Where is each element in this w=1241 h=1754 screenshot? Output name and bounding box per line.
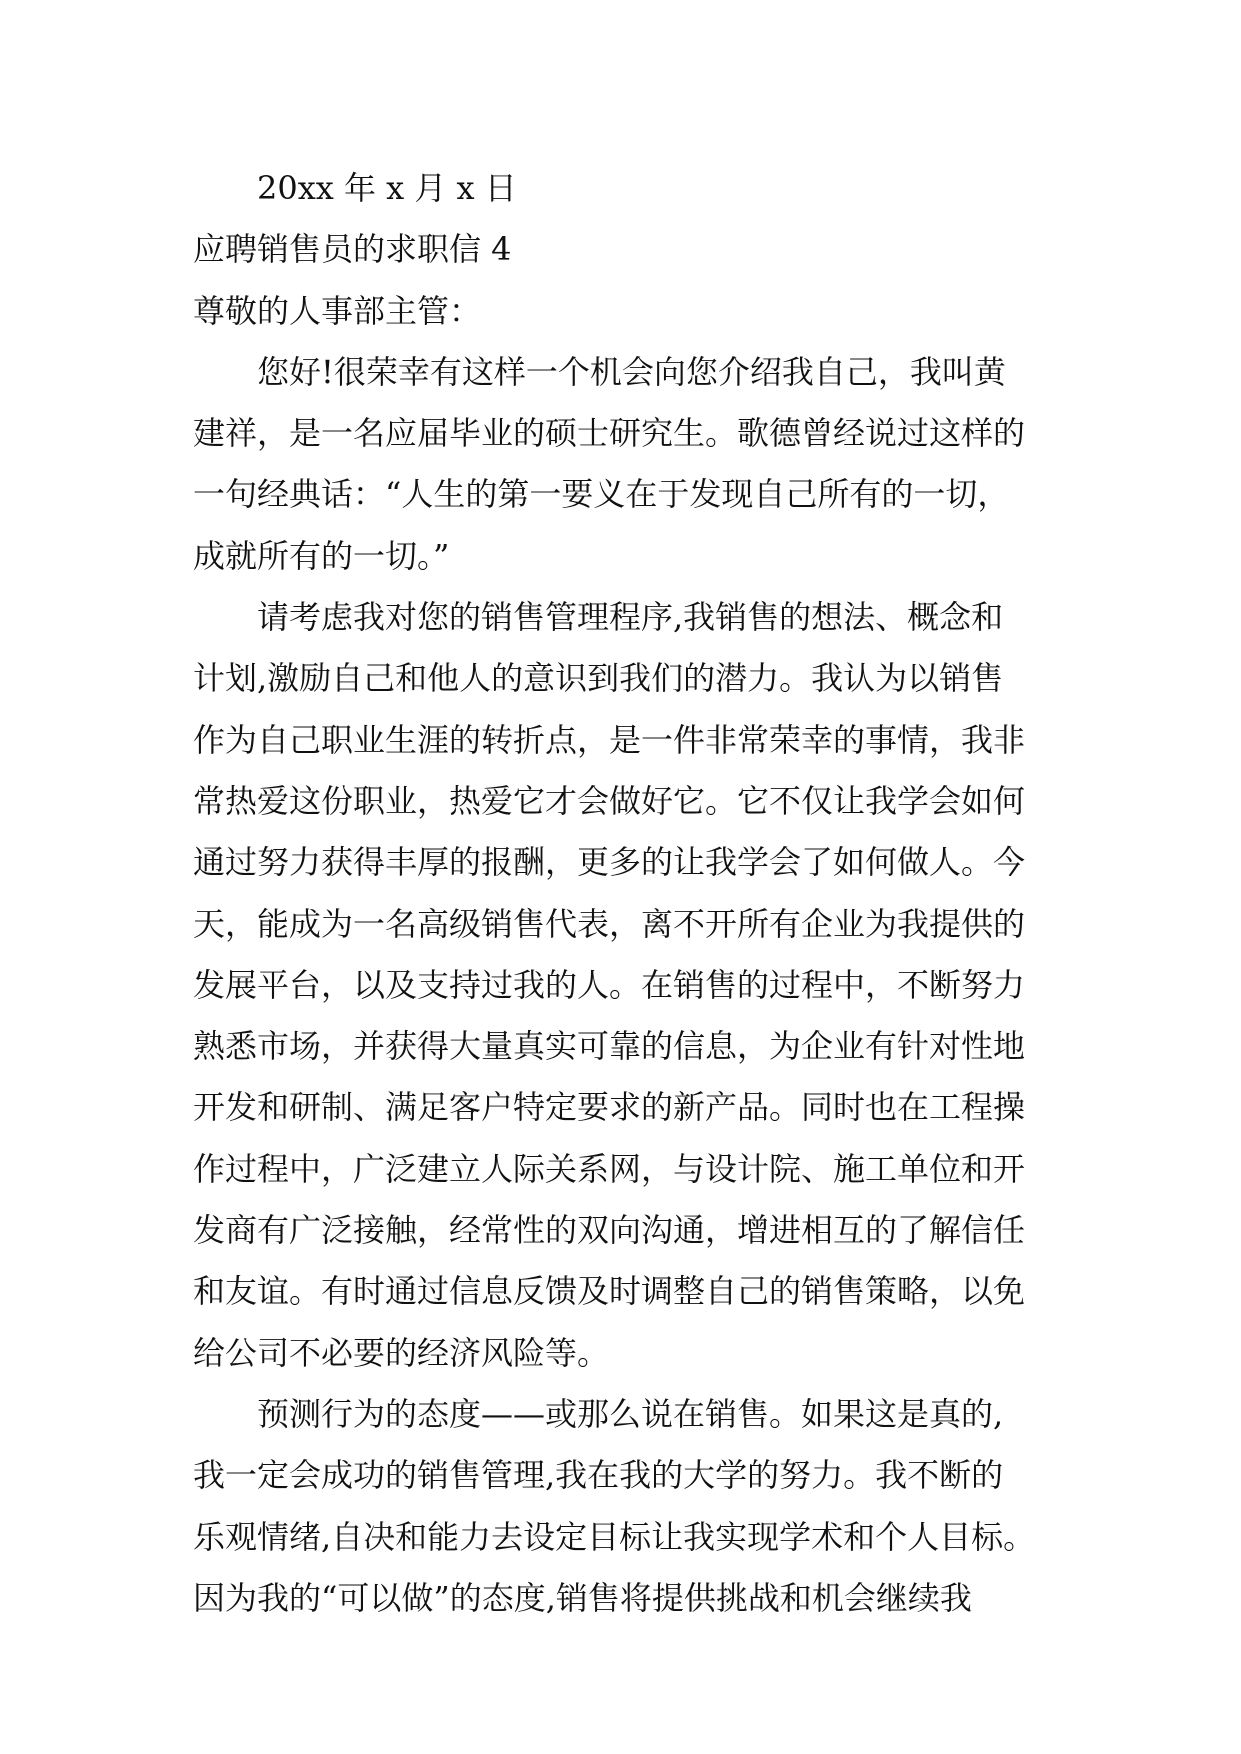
body-line: 一句经典话：“人生的第一要义在于发现自己所有的一切， [193, 475, 1010, 514]
letter-title: 应聘销售员的求职信 4 [193, 230, 512, 269]
body-line: 我一定会成功的销售管理,我在我的大学的努力。我不断的 [193, 1456, 1004, 1495]
body-line: 作为自己职业生涯的转折点，是一件非常荣幸的事情，我非 [193, 720, 1026, 759]
date-line: 20xx 年 x 月 x 日 [257, 169, 517, 207]
body-line: 和友谊。有时通过信息反馈及时调整自己的销售策略，以免 [193, 1272, 1026, 1311]
body-line: 开发和研制、满足客户特定要求的新产品。同时也在工程操 [193, 1088, 1026, 1127]
body-line: 天，能成为一名高级销售代表，离不开所有企业为我提供的 [193, 904, 1026, 943]
body-line: 发商有广泛接触，经常性的双向沟通，增进相互的了解信任 [193, 1211, 1026, 1250]
body-line: 常热爱这份职业，热爱它才会做好它。它不仅让我学会如何 [193, 781, 1026, 820]
body-line: 熟悉市场，并获得大量真实可靠的信息，为企业有针对性地 [193, 1027, 1026, 1066]
body-line: 因为我的“可以做”的态度,销售将提供挑战和机会继续我 [193, 1578, 972, 1617]
body-line: 发展平台，以及支持过我的人。在销售的过程中，不断努力 [193, 965, 1026, 1004]
body-line: 给公司不必要的经济风险等。 [193, 1333, 610, 1372]
letter-body [193, 158, 1073, 1629]
salutation: 尊敬的人事部主管： [193, 291, 482, 330]
body-line: 预测行为的态度——或那么说在销售。如果这是真的, [257, 1394, 1004, 1433]
body-line: 乐观情绪,自决和能力去设定目标让我实现学术和个人目标。 [193, 1517, 1036, 1556]
body-line: 成就所有的一切。” [193, 536, 450, 575]
body-line: 请考虑我对您的销售管理程序,我销售的想法、概念和 [257, 598, 1004, 637]
body-line: 通过努力获得丰厚的报酬，更多的让我学会了如何做人。今 [193, 843, 1026, 882]
body-line: 建祥，是一名应届毕业的硕士研究生。歌德曾经说过这样的 [193, 414, 1026, 453]
body-line: 您好!很荣幸有这样一个机会向您介绍我自己，我叫黄 [257, 352, 1006, 391]
body-line: 作过程中，广泛建立人际关系网，与设计院、施工单位和开 [193, 1149, 1026, 1188]
body-line: 计划,激励自己和他人的意识到我们的潜力。我认为以销售 [193, 659, 1004, 698]
